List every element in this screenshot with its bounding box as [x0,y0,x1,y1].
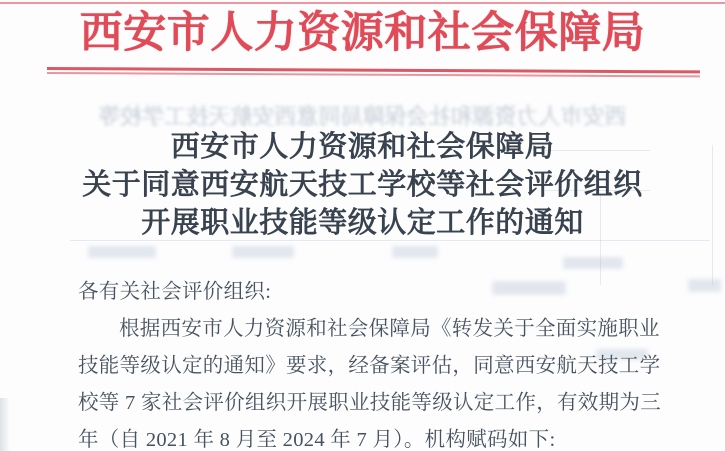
paragraph-line: 根据西安市人力资源和社会保障局《转发关于全面实施职业 [119,318,660,340]
ghost-text-blob [232,246,294,258]
letterhead-double-rule [47,67,700,77]
document-title [0,128,725,242]
document-title-line: 西安市人力资源和社会保障局 [170,131,555,163]
bleedthrough-mirrored-text: 西安市人力资源和社会保障局同意西安航天技工学校等 [98,104,627,129]
scan-edge-shadow [0,398,10,451]
paragraph-line: 校等 7 家社会评价组织开展职业技能等级认定工作，有效期为三 [78,392,661,414]
letterhead-title: 西安市人力资源和社会保障局 [79,10,646,57]
ghost-text-blob [563,257,623,269]
document-title-line: 开展职业技能等级认定工作的通知 [141,207,584,239]
ghost-text-blob [88,246,156,258]
salutation: 各有关社会评价组织: [78,281,272,303]
ghost-text-blob [688,279,721,292]
top-edge-rule [0,2,725,4]
paragraph-line: 技能等级认定的通知》要求，经备案评估，同意西安航天技工学 [78,355,661,377]
document-body [78,274,661,451]
ghost-text-blob [392,246,438,258]
document-title-line: 关于同意西安航天技工学校等社会评价组织 [82,169,643,201]
paragraph-line: 年（自 2021 年 8 月至 2024 年 7 月）。机构赋码如下: [78,429,556,451]
